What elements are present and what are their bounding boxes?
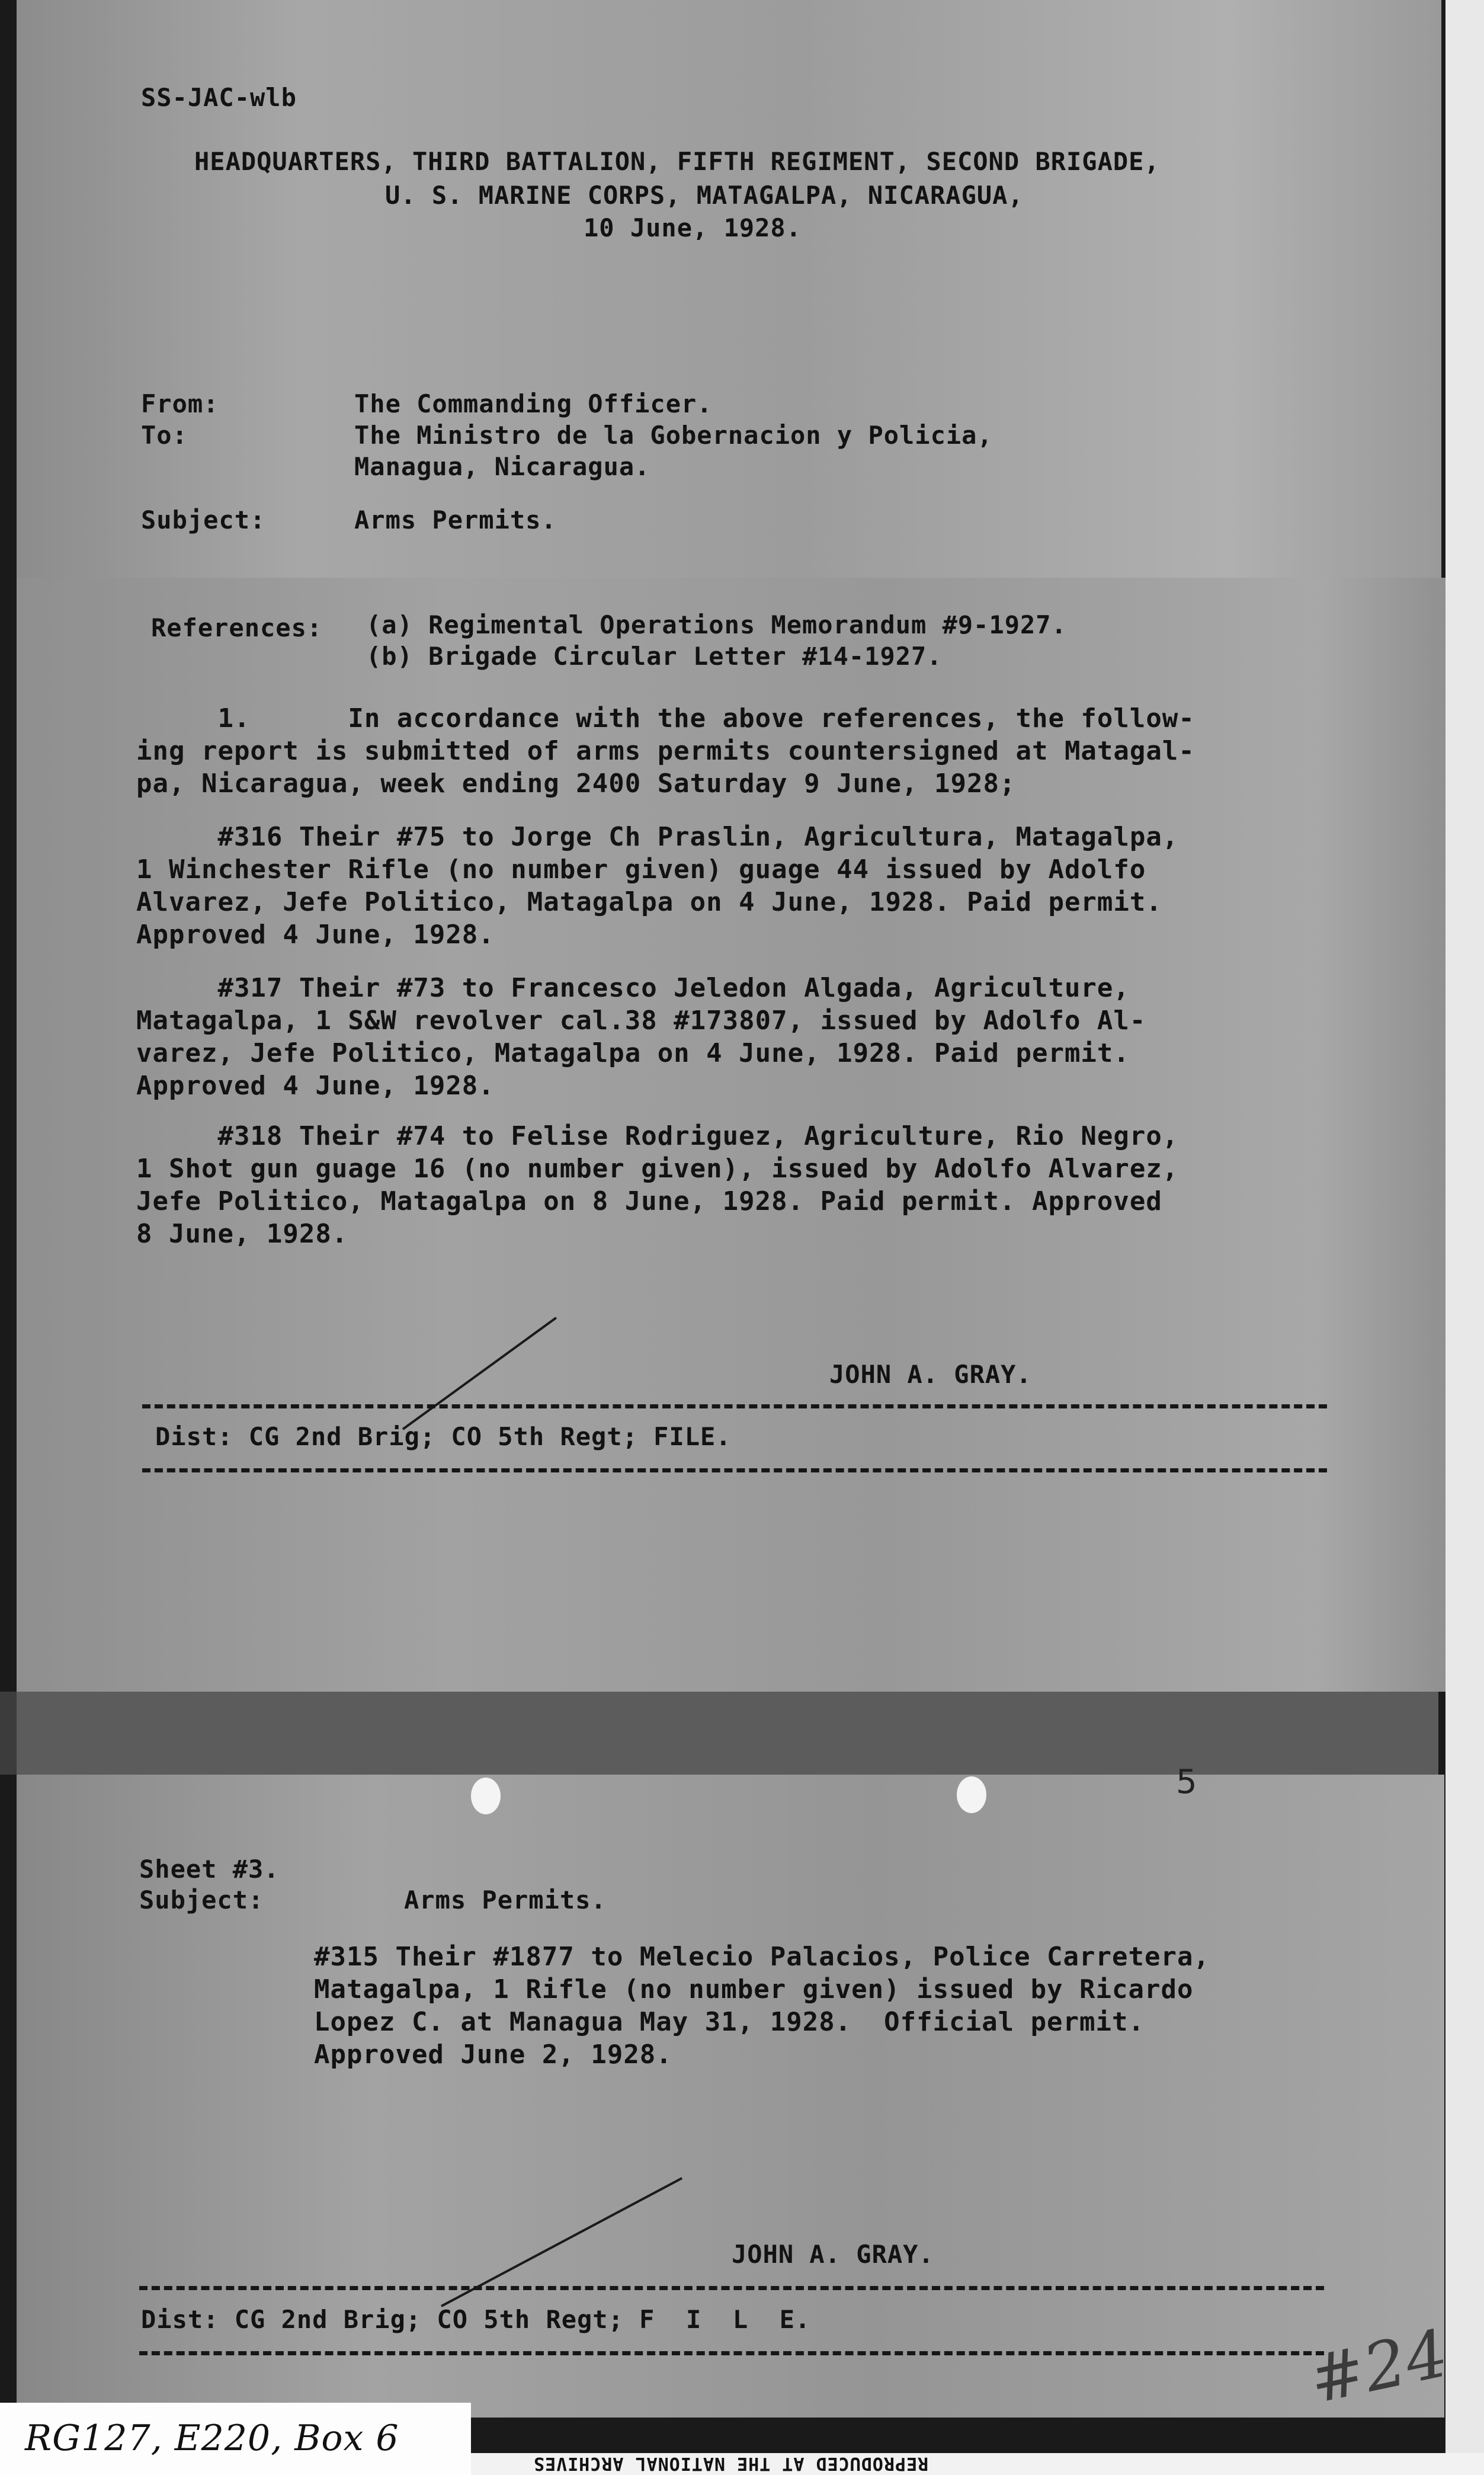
permit-entry-line: #317 Their #73 to Francesco Jeledon Algada, Agriculture,	[136, 973, 1130, 1003]
permit-entry-line: #315 Their #1877 to Melecio Palacios, Police Carretera,	[314, 1942, 1210, 1972]
punch-hole-left	[471, 1778, 501, 1814]
permit-entry-line: Approved June 2, 1928.	[314, 2039, 672, 2070]
to-label: To:	[141, 421, 188, 450]
permit-entry-line: Approved 4 June, 1928.	[136, 920, 495, 950]
heading-line-2: U. S. MARINE CORPS, MATAGALPA, NICARAGUA,	[385, 181, 1024, 210]
handwritten-corner-mark: #24	[1303, 2314, 1455, 2419]
from-value: The Commanding Officer.	[354, 389, 713, 418]
to-value-line-1: The Ministro de la Gobernacion y Policia,	[354, 421, 993, 450]
to-value-line-2: Managua, Nicaragua.	[354, 452, 650, 481]
permit-entry-line: #316 Their #75 to Jorge Ch Praslin, Agricultura, Matagalpa,	[136, 822, 1179, 852]
permit-entry-line: Matagalpa, 1 S&W revolver cal.38 #173807, issued by Adolfo Al-	[136, 1006, 1146, 1036]
dash-rule	[139, 2351, 1324, 2355]
permit-entry-line: varez, Jefe Politico, Matagalpa on 4 June, 1928. Paid permit.	[136, 1038, 1130, 1068]
dash-rule	[142, 1404, 1327, 1408]
signature-top: JOHN A. GRAY.	[829, 1360, 1032, 1389]
permit-entry-line: Lopez C. at Managua May 31, 1928. Official permit.	[314, 2007, 1145, 2037]
permit-entry-line: Jefe Politico, Matagalpa on 8 June, 1928. Paid permit. Approved	[136, 1186, 1162, 1216]
scan-right-margin	[1445, 0, 1484, 2475]
permit-entry-line: 8 June, 1928.	[136, 1219, 348, 1249]
signature-bottom: JOHN A. GRAY.	[732, 2240, 934, 2269]
subject-value: Arms Permits.	[354, 505, 557, 534]
archives-stamp: REPRODUCED AT THE NATIONAL ARCHIVES	[533, 2453, 929, 2474]
bottom-subject-value: Arms Permits.	[404, 1885, 607, 1914]
heading-date: 10 June, 1928.	[584, 213, 802, 242]
paragraph-1-line: 1. In accordance with the above references, the follow-	[136, 703, 1195, 734]
permit-entry-line: 1 Winchester Rifle (no number given) guage 44 issued by Adolfo	[136, 854, 1146, 885]
permit-entry-line: Matagalpa, 1 Rifle (no number given) issued by Ricardo	[314, 1974, 1194, 2005]
subject-label: Subject:	[141, 505, 266, 534]
references-label: References:	[151, 613, 323, 642]
archive-caption: RG127, E220, Box 6	[25, 2418, 399, 2459]
permit-entry-line: #318 Their #74 to Felise Rodriguez, Agriculture, Rio Negro,	[136, 1121, 1179, 1151]
sheet-label: Sheet #3.	[139, 1855, 280, 1884]
punch-hole-right	[957, 1776, 986, 1813]
reference-a: (a) Regimental Operations Memorandum #9-1927.	[366, 610, 1067, 639]
file-code: SS-JAC-wlb	[141, 83, 297, 112]
distribution-top: Dist: CG 2nd Brig; CO 5th Regt; FILE.	[155, 1422, 732, 1451]
bottom-subject-label: Subject:	[139, 1885, 264, 1914]
dash-rule	[142, 1468, 1327, 1472]
paragraph-1-line: ing report is submitted of arms permits countersigned at Matagal-	[136, 736, 1195, 766]
permit-entry-line: Approved 4 June, 1928.	[136, 1071, 495, 1101]
scan-shadow-band	[17, 1692, 1438, 1775]
permit-entry-line: 1 Shot gun guage 16 (no number given), issued by Adolfo Alvarez,	[136, 1154, 1179, 1184]
from-label: From:	[141, 389, 219, 418]
reference-b: (b) Brigade Circular Letter #14-1927.	[366, 642, 943, 671]
permit-entry-line: Alvarez, Jefe Politico, Matagalpa on 4 June, 1928. Paid permit.	[136, 887, 1162, 917]
dash-rule	[139, 2286, 1324, 2290]
paragraph-1-line: pa, Nicaragua, week ending 2400 Saturday 9 June, 1928;	[136, 769, 1016, 799]
page-number: 5	[1176, 1763, 1198, 1801]
heading-line-1: HEADQUARTERS, THIRD BATTALION, FIFTH REGIMENT, SECOND BRIGADE,	[194, 147, 1160, 176]
distribution-bottom: Dist: CG 2nd Brig; CO 5th Regt; F I L E.	[141, 2305, 811, 2334]
